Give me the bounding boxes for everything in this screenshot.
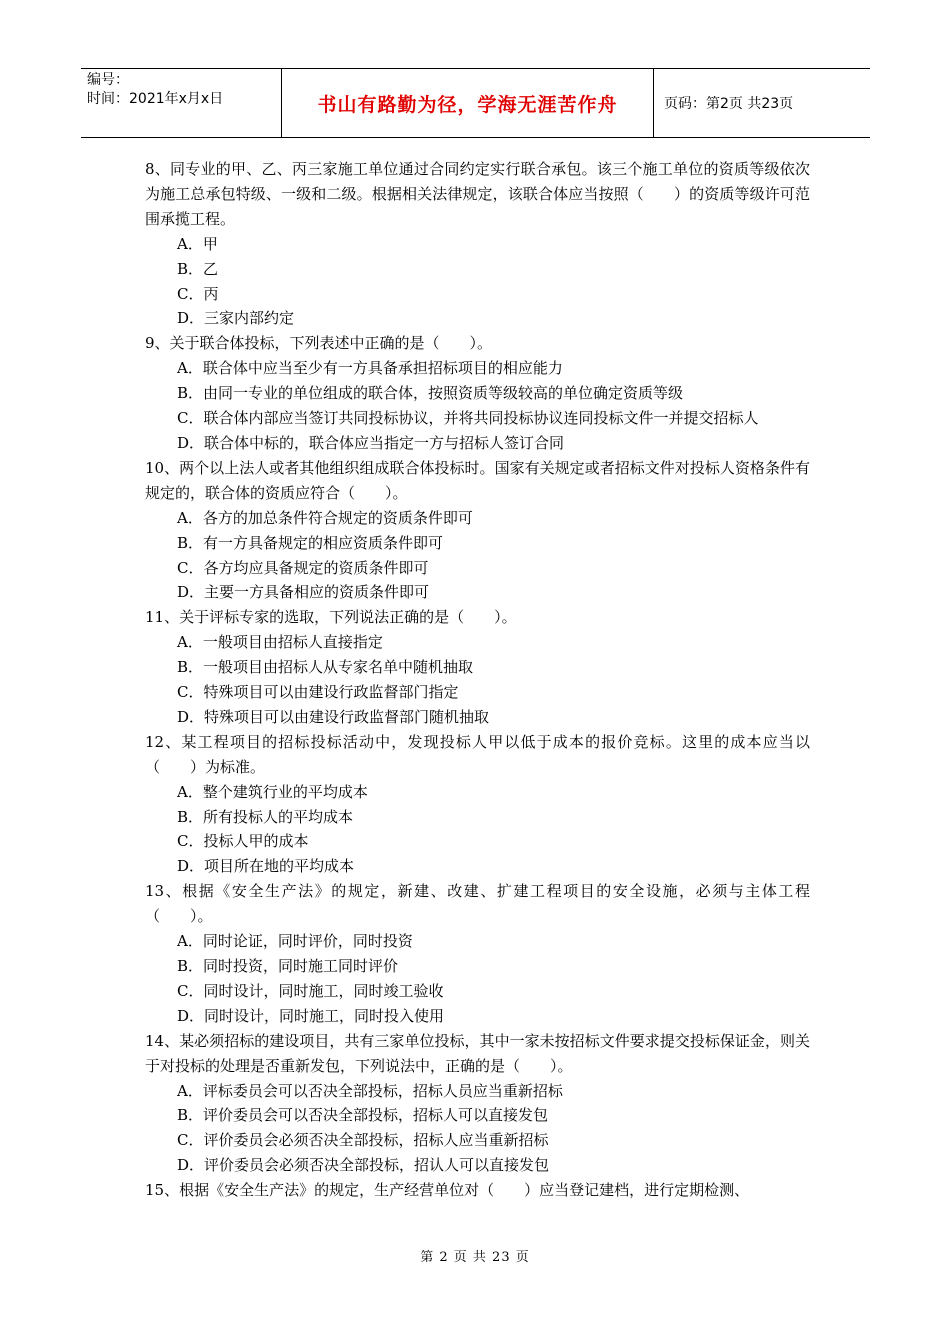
question-text: 13、根据《安全生产法》的规定，新建、改建、扩建工程项目的安全设施，必须与主体工程（ ）。 (145, 882, 810, 926)
answer-option: C．投标人甲的成本 (177, 832, 309, 851)
answer-option: D．项目所在地的平均成本 (177, 857, 355, 876)
question-text: 12、某工程项目的招标投标活动中，发现投标人甲以低于成本的报价竞标。这里的成本应当以（ ）为标准。 (145, 732, 810, 776)
answer-option: D．评价委员会必须否决全部投标，招认人可以直接发包 (177, 1156, 550, 1175)
question-text: 10、两个以上法人或者其他组织组成联合体投标时。国家有关规定或者招标文件对投标人资格条件有规定的，联合体的资质应符合（ ）。 (145, 458, 810, 502)
answer-option: A．评标委员会可以否决全部投标，招标人员应当重新招标 (177, 1081, 563, 1100)
question-block (145, 331, 810, 456)
answer-option: B．有一方具备规定的相应资质条件即可 (177, 533, 444, 552)
answer-option: D．特殊项目可以由建设行政监督部门随机抽取 (177, 707, 490, 726)
question-block (145, 1029, 810, 1178)
header-info-cell (81, 69, 281, 137)
answer-option: D．联合体中标的，联合体应当指定一方与招标人签订合同 (177, 433, 565, 452)
answer-option: B．一般项目由招标人从专家名单中随机抽取 (177, 658, 474, 677)
question-text: 11、关于评标专家的选取，下列说法正确的是（ ）。 (145, 608, 517, 627)
question-block (145, 456, 810, 605)
answer-option: B．乙 (177, 259, 219, 278)
answer-option: C．各方均应具备规定的资质条件即可 (177, 558, 429, 577)
answer-option: B．评价委员会可以否决全部投标，招标人可以直接发包 (177, 1106, 549, 1125)
question-block (145, 1178, 810, 1203)
question-block (145, 879, 810, 1028)
question-text: 15、根据《安全生产法》的规定，生产经营单位对（ ）应当登记建档，进行定期检测、 (145, 1181, 750, 1200)
answer-option: B．所有投标人的平均成本 (177, 807, 354, 826)
question-text: 8、同专业的甲、乙、丙三家施工单位通过合同约定实行联合承包。该三个施工单位的资质等级依次为施工总承包特级、一级和二级。根据相关法律规定，该联合体应当按照（ ）的资质等级许可范围承揽工程。 (145, 160, 810, 228)
question-text: 9、关于联合体投标，下列表述中正确的是（ ）。 (145, 334, 493, 353)
answer-option: B．由同一专业的单位组成的联合体，按照资质等级较高的单位确定资质等级 (177, 384, 684, 403)
question-block (145, 157, 810, 331)
header-page-code: 页码：第2页 共23页 (664, 96, 794, 112)
page-header (81, 68, 870, 138)
answer-option: C．评价委员会必须否决全部投标，招标人应当重新招标 (177, 1131, 549, 1150)
answer-option: D．三家内部约定 (177, 309, 295, 328)
answer-option: A．整个建筑行业的平均成本 (177, 782, 368, 801)
answer-option: C．丙 (177, 284, 219, 303)
answer-option: B．同时投资，同时施工同时评价 (177, 957, 399, 975)
answer-option: A．各方的加总条件符合规定的资质条件即可 (177, 508, 473, 527)
serial-label: 编号： (87, 72, 129, 88)
answer-option: C．特殊项目可以由建设行政监督部门指定 (177, 683, 459, 702)
question-text: 14、某必须招标的建设项目，共有三家单位投标，其中一家未按招标文件要求提交投标保证金，则关于对投标的处理是否重新发包，下列说法中，正确的是（ ）。 (145, 1031, 810, 1075)
question-block (145, 730, 810, 879)
answer-option: A．联合体中应当至少有一方具备承担招标项目的相应能力 (177, 359, 563, 378)
answer-option: A．甲 (177, 234, 218, 253)
answer-option: C．同时设计，同时施工，同时竣工验收 (177, 981, 444, 1000)
header-motto-cell (281, 69, 654, 137)
header-page-cell (654, 69, 870, 137)
date-label: 时间：2021年x月x日 (87, 91, 224, 107)
answer-option: A．同时论证，同时评价，同时投资 (177, 932, 413, 951)
question-list (145, 157, 810, 1203)
answer-option: D．主要一方具备相应的资质条件即可 (177, 583, 430, 602)
question-block (145, 605, 810, 730)
answer-option: A．一般项目由招标人直接指定 (177, 633, 383, 652)
header-motto: 书山有路勤为径，学海无涯苦作舟 (317, 93, 618, 116)
answer-option: D．同时设计，同时施工，同时投入使用 (177, 1006, 445, 1025)
answer-option: C．联合体内部应当签订共同投标协议，并将共同投标协议连同投标文件一并提交招标人 (177, 409, 759, 428)
page-footer: 第 2 页 共 23 页 (420, 1250, 530, 1265)
